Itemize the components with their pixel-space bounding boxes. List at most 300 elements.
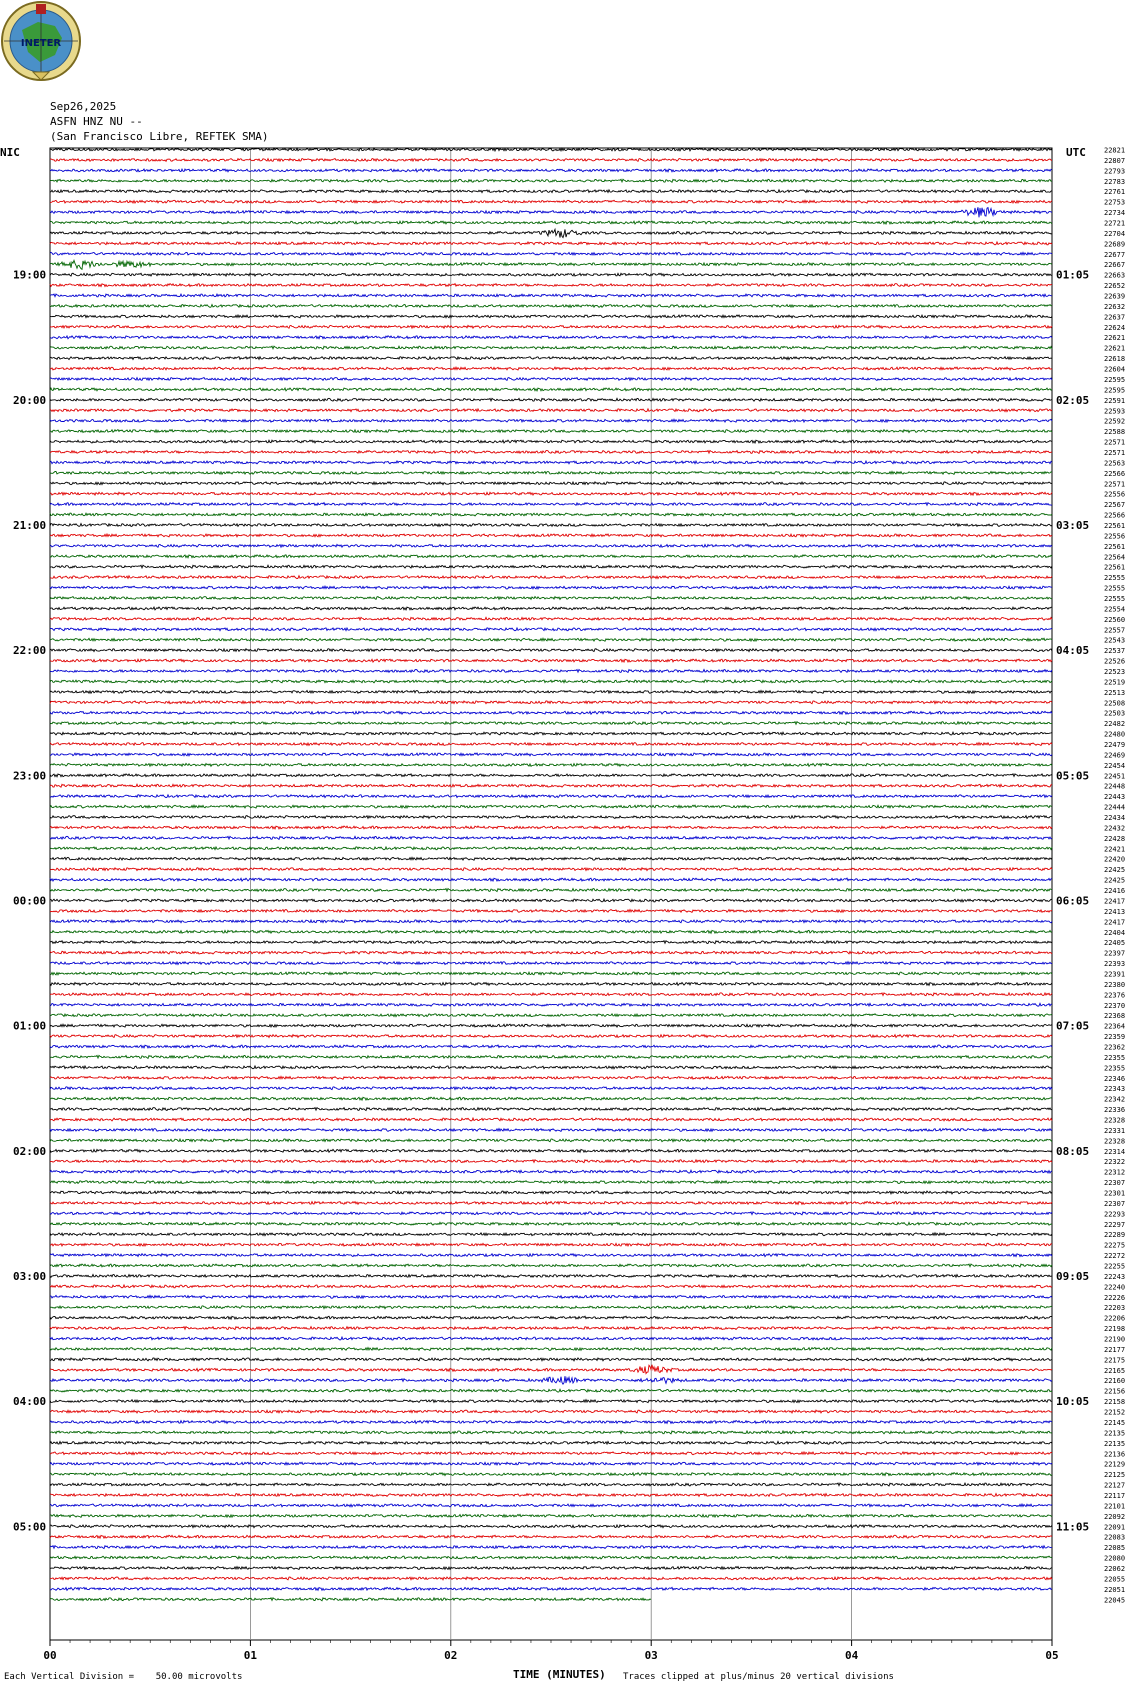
seismic-trace-row xyxy=(50,513,1052,516)
utc-hour-label: 03:05 xyxy=(1056,518,1090,532)
utc-hour-label: 04:05 xyxy=(1056,644,1090,658)
seismic-trace-row xyxy=(50,315,1052,318)
row-value-label: 22557 xyxy=(1104,626,1126,635)
seismic-trace-row xyxy=(50,1365,1052,1374)
seismic-trace-row xyxy=(50,1431,1052,1434)
row-value-label: 22328 xyxy=(1104,1137,1126,1146)
row-value-label: 22343 xyxy=(1104,1085,1126,1094)
seismic-trace-row xyxy=(50,252,1052,255)
row-value-label: 22416 xyxy=(1104,887,1126,896)
row-value-label: 22240 xyxy=(1104,1283,1126,1292)
seismic-trace-row xyxy=(50,732,1052,735)
seismic-trace-row xyxy=(50,1473,1052,1476)
row-value-label: 22380 xyxy=(1104,980,1126,989)
channel-label: ASFN HNZ NU -- xyxy=(50,115,143,128)
seismic-trace-row xyxy=(50,1170,1052,1173)
row-value-label: 22428 xyxy=(1104,834,1126,843)
seismic-trace-row xyxy=(50,409,1052,412)
seismic-trace-row xyxy=(50,440,1052,443)
seismic-trace-row xyxy=(50,941,1052,944)
local-hour-label: 03:00 xyxy=(13,1269,47,1283)
seismic-trace-row xyxy=(50,962,1052,965)
seismic-trace-row xyxy=(50,1525,1052,1528)
local-hour-label: 00:00 xyxy=(13,894,47,908)
seismic-trace-row xyxy=(50,1201,1052,1204)
local-hour-label: 04:00 xyxy=(13,1395,47,1409)
seismic-trace-row xyxy=(50,1285,1052,1288)
row-value-label: 22783 xyxy=(1104,177,1126,186)
seismic-trace-row xyxy=(50,1118,1052,1121)
row-value-label: 22434 xyxy=(1104,814,1126,823)
seismic-trace-row xyxy=(50,607,1052,610)
row-value-label: 22761 xyxy=(1104,188,1126,197)
row-value-label: 22595 xyxy=(1104,375,1126,384)
utc-hour-label: 09:05 xyxy=(1056,1269,1090,1283)
row-value-label: 22513 xyxy=(1104,688,1126,697)
seismic-trace-row xyxy=(50,346,1052,349)
seismic-trace-row xyxy=(50,1055,1052,1058)
row-value-label: 22561 xyxy=(1104,521,1126,530)
row-value-label: 22125 xyxy=(1104,1471,1126,1480)
seismic-trace-row xyxy=(50,503,1052,506)
row-value-label: 22243 xyxy=(1104,1272,1126,1281)
seismic-trace-row xyxy=(50,1421,1052,1424)
seismic-trace-row xyxy=(50,1327,1052,1330)
seismic-trace-row xyxy=(50,1598,651,1601)
seismic-trace-row xyxy=(50,1139,1052,1142)
seismic-trace-row xyxy=(50,982,1052,985)
row-value-label: 22704 xyxy=(1104,229,1126,238)
row-value-label: 22639 xyxy=(1104,292,1126,301)
row-value-label: 22566 xyxy=(1104,511,1126,520)
date-label: Sep26,2025 xyxy=(50,100,117,113)
utc-hour-label: 08:05 xyxy=(1056,1144,1090,1158)
row-value-label: 22618 xyxy=(1104,355,1126,364)
seismic-trace-row xyxy=(50,1254,1052,1257)
row-value-label: 22444 xyxy=(1104,803,1126,812)
seismic-trace-row xyxy=(50,1014,1052,1017)
seismic-trace-row xyxy=(50,273,1052,276)
seismic-trace-row xyxy=(50,763,1052,766)
utc-timezone-label: UTC xyxy=(1066,146,1086,159)
local-hour-label: 05:00 xyxy=(13,1520,47,1534)
row-value-label: 22480 xyxy=(1104,730,1126,739)
row-value-label: 22160 xyxy=(1104,1377,1126,1386)
seismic-trace-row xyxy=(50,1535,1052,1538)
row-value-label: 22479 xyxy=(1104,741,1126,750)
row-value-label: 22297 xyxy=(1104,1220,1126,1229)
seismic-trace-row xyxy=(50,534,1052,537)
row-value-label: 22734 xyxy=(1104,209,1126,218)
row-value-label: 22092 xyxy=(1104,1512,1126,1521)
seismic-trace-row xyxy=(50,1410,1052,1413)
x-tick-label: 00 xyxy=(43,1649,57,1662)
row-value-label: 22101 xyxy=(1104,1502,1126,1511)
row-value-label: 22312 xyxy=(1104,1168,1126,1177)
row-value-label: 22443 xyxy=(1104,793,1126,802)
row-value-label: 22793 xyxy=(1104,167,1126,176)
row-value-label: 22588 xyxy=(1104,428,1126,437)
utc-hour-label: 06:05 xyxy=(1056,894,1090,908)
seismic-trace-row xyxy=(50,565,1052,568)
seismic-trace-row xyxy=(50,207,1052,217)
row-value-label: 22526 xyxy=(1104,657,1126,666)
seismic-trace-row xyxy=(50,628,1052,631)
seismic-trace-row xyxy=(50,294,1052,297)
seismic-trace-row xyxy=(50,1316,1052,1319)
row-value-label: 22469 xyxy=(1104,751,1126,760)
row-value-label: 22190 xyxy=(1104,1335,1126,1344)
row-value-label: 22555 xyxy=(1104,594,1126,603)
row-value-label: 22420 xyxy=(1104,855,1126,864)
local-hour-label: 02:00 xyxy=(13,1144,47,1158)
row-value-label: 22591 xyxy=(1104,396,1126,405)
seismic-trace-row xyxy=(50,544,1052,547)
seismic-trace-row xyxy=(50,1045,1052,1048)
seismic-trace-row xyxy=(50,586,1052,589)
row-value-label: 22508 xyxy=(1104,699,1126,708)
row-value-label: 22129 xyxy=(1104,1460,1126,1469)
seismic-trace-row xyxy=(50,1274,1052,1277)
seismic-trace-row xyxy=(50,680,1052,683)
row-value-label: 22314 xyxy=(1104,1147,1126,1156)
row-value-label: 22404 xyxy=(1104,928,1126,937)
seismic-trace-row xyxy=(50,1128,1052,1131)
row-value-label: 22152 xyxy=(1104,1408,1126,1417)
seismic-trace-row xyxy=(50,1233,1052,1236)
seismic-trace-row xyxy=(50,899,1052,902)
row-value-label: 22567 xyxy=(1104,501,1126,510)
seismic-trace-row xyxy=(50,805,1052,808)
seismic-trace-row xyxy=(50,649,1052,652)
local-hour-label: 20:00 xyxy=(13,393,47,407)
seismic-trace-row xyxy=(50,1337,1052,1340)
row-value-label: 22135 xyxy=(1104,1439,1126,1448)
row-value-label: 22368 xyxy=(1104,1012,1126,1021)
seismic-trace-row xyxy=(50,1358,1052,1361)
seismic-trace-row xyxy=(50,242,1052,245)
seismic-trace-row xyxy=(50,325,1052,328)
row-value-label: 22083 xyxy=(1104,1533,1126,1542)
row-value-label: 22391 xyxy=(1104,970,1126,979)
row-value-label: 22451 xyxy=(1104,772,1126,781)
row-value-label: 22293 xyxy=(1104,1210,1126,1219)
row-value-label: 22555 xyxy=(1104,574,1126,583)
seismic-trace-row xyxy=(50,1149,1052,1152)
row-value-label: 22432 xyxy=(1104,824,1126,833)
seismic-trace-row xyxy=(50,260,1052,269)
seismic-trace-row xyxy=(50,1587,1052,1590)
row-value-label: 22136 xyxy=(1104,1450,1126,1459)
seismic-trace-row xyxy=(50,774,1052,777)
seismic-trace-row xyxy=(50,1160,1052,1163)
row-value-label: 22563 xyxy=(1104,459,1126,468)
row-value-label: 22307 xyxy=(1104,1199,1126,1208)
row-value-label: 22272 xyxy=(1104,1252,1126,1261)
seismic-trace-row xyxy=(50,878,1052,881)
row-value-label: 22454 xyxy=(1104,761,1126,770)
seismic-trace-row xyxy=(50,1191,1052,1194)
seismic-trace-row xyxy=(50,951,1052,954)
site-label: (San Francisco Libre, REFTEK SMA) xyxy=(50,130,269,143)
row-value-label: 22342 xyxy=(1104,1095,1126,1104)
row-value-label: 22555 xyxy=(1104,584,1126,593)
local-hour-label: 22:00 xyxy=(13,644,47,658)
seismic-trace-row xyxy=(50,1514,1052,1517)
row-value-label: 22175 xyxy=(1104,1356,1126,1365)
seismic-trace-row xyxy=(50,1024,1052,1027)
seismic-trace-row xyxy=(50,419,1052,422)
seismic-trace-row xyxy=(50,784,1052,787)
row-value-label: 22364 xyxy=(1104,1022,1126,1031)
seismic-trace-row xyxy=(50,221,1052,224)
seismic-trace-row xyxy=(50,1441,1052,1444)
row-value-label: 22045 xyxy=(1104,1596,1126,1605)
seismic-trace-row xyxy=(50,190,1052,193)
row-value-label: 22328 xyxy=(1104,1116,1126,1125)
row-value-label: 22336 xyxy=(1104,1106,1126,1115)
local-timezone-label: NIC xyxy=(0,146,20,159)
row-value-label: 22322 xyxy=(1104,1158,1126,1167)
row-value-label: 22421 xyxy=(1104,845,1126,854)
row-value-label: 22376 xyxy=(1104,991,1126,1000)
row-value-label: 22561 xyxy=(1104,542,1126,551)
seismic-trace-row xyxy=(50,229,1052,237)
x-tick-label: 02 xyxy=(444,1649,458,1662)
seismic-trace-row xyxy=(50,1035,1052,1038)
row-value-label: 22393 xyxy=(1104,960,1126,969)
seismic-trace-row xyxy=(50,1181,1052,1184)
seismic-trace-row xyxy=(50,1264,1052,1267)
seismic-trace-row xyxy=(50,430,1052,433)
local-hour-label: 21:00 xyxy=(13,518,47,532)
local-hour-label: 19:00 xyxy=(13,268,47,282)
seismic-trace-row xyxy=(50,670,1052,673)
row-value-label: 22592 xyxy=(1104,417,1126,426)
row-value-label: 22519 xyxy=(1104,678,1126,687)
row-value-label: 22085 xyxy=(1104,1544,1126,1553)
x-tick-label: 04 xyxy=(844,1649,859,1662)
row-value-label: 22571 xyxy=(1104,438,1126,447)
seismic-trace-row xyxy=(50,169,1052,172)
row-value-label: 22055 xyxy=(1104,1575,1126,1584)
seismic-trace-row xyxy=(50,200,1052,203)
x-tick-label: 03 xyxy=(644,1649,658,1662)
row-value-label: 22165 xyxy=(1104,1366,1126,1375)
row-value-label: 22637 xyxy=(1104,313,1126,322)
seismic-trace-row xyxy=(50,1108,1052,1111)
row-value-label: 22621 xyxy=(1104,334,1126,343)
utc-hour-label: 10:05 xyxy=(1056,1395,1090,1409)
seismic-trace-row xyxy=(50,847,1052,850)
row-value-label: 22301 xyxy=(1104,1189,1126,1198)
seismic-trace-row xyxy=(50,1494,1052,1497)
row-value-label: 22632 xyxy=(1104,302,1126,311)
utc-hour-label: 07:05 xyxy=(1056,1019,1090,1033)
row-value-label: 22362 xyxy=(1104,1043,1126,1052)
row-value-label: 22561 xyxy=(1104,563,1126,572)
row-value-label: 22560 xyxy=(1104,615,1126,624)
seismic-trace-row xyxy=(50,753,1052,756)
seismic-trace-row xyxy=(50,1348,1052,1351)
row-value-label: 22117 xyxy=(1104,1491,1126,1500)
seismic-trace-row xyxy=(50,1306,1052,1309)
row-value-label: 22198 xyxy=(1104,1325,1126,1334)
seismic-trace-row xyxy=(50,1097,1052,1100)
row-value-label: 22355 xyxy=(1104,1064,1126,1073)
seismic-trace-row xyxy=(50,826,1052,829)
seismic-trace-row xyxy=(50,482,1052,485)
seismic-trace-row xyxy=(50,1389,1052,1392)
seismic-trace-row xyxy=(50,159,1052,162)
row-value-label: 22677 xyxy=(1104,250,1126,259)
seismic-trace-row xyxy=(50,461,1052,464)
row-value-label: 22417 xyxy=(1104,918,1126,927)
row-value-label: 22753 xyxy=(1104,198,1126,207)
row-value-label: 22397 xyxy=(1104,949,1126,958)
row-value-label: 22566 xyxy=(1104,469,1126,478)
seismic-trace-row xyxy=(50,638,1052,641)
seismic-trace-row xyxy=(50,1400,1052,1403)
row-value-label: 22135 xyxy=(1104,1429,1126,1438)
row-value-label: 22543 xyxy=(1104,636,1126,645)
seismic-trace-row xyxy=(50,1376,1052,1384)
row-value-label: 22537 xyxy=(1104,647,1126,656)
utc-hour-label: 11:05 xyxy=(1056,1520,1090,1534)
row-value-label: 22667 xyxy=(1104,261,1126,270)
local-hour-label: 01:00 xyxy=(13,1019,47,1033)
seismic-trace-row xyxy=(50,336,1052,339)
row-value-label: 22080 xyxy=(1104,1554,1126,1563)
seismic-trace-row xyxy=(50,659,1052,662)
seismic-trace-row xyxy=(50,1462,1052,1465)
row-value-label: 22359 xyxy=(1104,1033,1126,1042)
seismic-trace-row xyxy=(50,930,1052,933)
row-value-label: 22425 xyxy=(1104,866,1126,875)
plot-frame xyxy=(50,148,1052,1640)
seismic-trace-row xyxy=(50,1003,1052,1006)
clip-note: Traces clipped at plus/minus 20 vertical divisions xyxy=(623,1672,894,1682)
row-value-label: 22413 xyxy=(1104,907,1126,916)
x-tick-label: 01 xyxy=(243,1649,258,1662)
seismic-trace-row xyxy=(50,743,1052,746)
seismic-trace-row xyxy=(50,1295,1052,1298)
seismic-trace-row xyxy=(50,1452,1052,1455)
seismic-trace-row xyxy=(50,1066,1052,1069)
row-value-label: 22571 xyxy=(1104,480,1126,489)
row-value-label: 22346 xyxy=(1104,1074,1126,1083)
seismic-trace-row xyxy=(50,179,1052,182)
seismic-trace-row xyxy=(50,857,1052,860)
row-value-label: 22062 xyxy=(1104,1564,1126,1573)
row-value-label: 22663 xyxy=(1104,271,1126,280)
seismic-trace-row xyxy=(50,1546,1052,1549)
seismic-trace-row xyxy=(50,1212,1052,1215)
utc-hour-label: 05:05 xyxy=(1056,769,1090,783)
row-value-label: 22289 xyxy=(1104,1231,1126,1240)
row-value-label: 22127 xyxy=(1104,1481,1126,1490)
seismic-trace-row xyxy=(50,993,1052,996)
row-value-label: 22624 xyxy=(1104,323,1126,332)
seismic-trace-row xyxy=(50,1087,1052,1090)
seismic-trace-row xyxy=(50,1577,1052,1580)
row-value-label: 22145 xyxy=(1104,1418,1126,1427)
seismic-trace-row xyxy=(50,367,1052,370)
seismic-trace-row xyxy=(50,398,1052,401)
seismic-trace-row xyxy=(50,524,1052,527)
seismic-trace-row xyxy=(50,816,1052,819)
row-value-label: 22604 xyxy=(1104,365,1126,374)
seismic-trace-row xyxy=(50,1504,1052,1507)
row-value-label: 22405 xyxy=(1104,939,1126,948)
row-value-label: 22821 xyxy=(1104,146,1126,155)
seismic-trace-row xyxy=(50,450,1052,453)
seismic-trace-row xyxy=(50,972,1052,975)
seismic-trace-row xyxy=(50,1567,1052,1570)
row-value-label: 22051 xyxy=(1104,1585,1126,1594)
row-value-label: 22564 xyxy=(1104,553,1126,562)
row-value-label: 22523 xyxy=(1104,668,1126,676)
seismic-trace-row xyxy=(50,388,1052,391)
seismic-trace-row xyxy=(50,795,1052,798)
row-value-label: 22554 xyxy=(1104,605,1126,614)
local-hour-label: 23:00 xyxy=(13,769,47,783)
row-value-label: 22091 xyxy=(1104,1523,1126,1532)
row-value-label: 22158 xyxy=(1104,1398,1126,1407)
seismic-trace-row xyxy=(50,357,1052,360)
seismic-trace-row xyxy=(50,868,1052,871)
seismic-trace-row xyxy=(50,284,1052,287)
seismic-trace-row xyxy=(50,722,1052,725)
row-value-label: 22571 xyxy=(1104,448,1126,457)
seismic-trace-row xyxy=(50,1556,1052,1559)
row-value-label: 22156 xyxy=(1104,1387,1126,1396)
seismic-trace-row xyxy=(50,471,1052,474)
row-value-label: 22621 xyxy=(1104,344,1126,353)
x-axis-title: TIME (MINUTES) xyxy=(513,1668,606,1681)
row-value-label: 22417 xyxy=(1104,897,1126,906)
row-value-label: 22593 xyxy=(1104,407,1126,416)
seismic-trace-row xyxy=(50,711,1052,714)
utc-hour-label: 02:05 xyxy=(1056,393,1090,407)
row-value-label: 22370 xyxy=(1104,1001,1126,1010)
seismic-trace-row xyxy=(50,305,1052,308)
seismic-trace-row xyxy=(50,889,1052,892)
seismic-trace-row xyxy=(50,1243,1052,1246)
seismic-trace-row xyxy=(50,690,1052,693)
row-value-label: 22482 xyxy=(1104,720,1126,729)
row-value-label: 22307 xyxy=(1104,1179,1126,1188)
seismic-trace-row xyxy=(50,617,1052,620)
seismic-trace-row xyxy=(50,492,1052,495)
row-value-label: 22721 xyxy=(1104,219,1126,228)
seismic-trace-row xyxy=(50,910,1052,913)
row-value-label: 22652 xyxy=(1104,282,1126,291)
row-value-label: 22331 xyxy=(1104,1126,1126,1135)
seismic-trace-row xyxy=(50,555,1052,558)
seismic-trace-row xyxy=(50,597,1052,600)
row-value-label: 22206 xyxy=(1104,1314,1126,1323)
seismic-trace-row xyxy=(50,378,1052,381)
row-value-label: 22595 xyxy=(1104,386,1126,395)
seismic-trace-row xyxy=(50,836,1052,839)
row-value-label: 22255 xyxy=(1104,1262,1126,1271)
row-value-label: 22448 xyxy=(1104,782,1126,791)
seismic-trace-row xyxy=(50,920,1052,923)
row-value-label: 22503 xyxy=(1104,709,1126,718)
seismic-trace-row xyxy=(50,701,1052,704)
row-value-label: 22275 xyxy=(1104,1241,1126,1250)
